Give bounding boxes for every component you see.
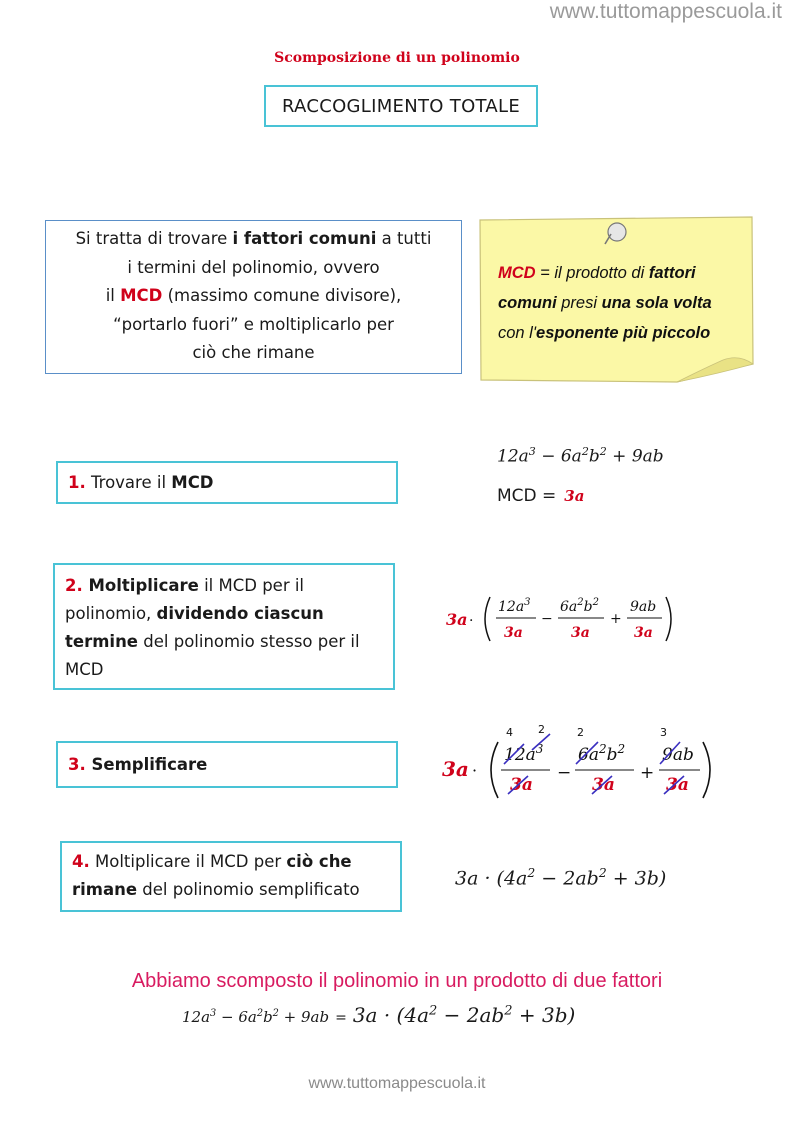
definition-box [45, 220, 462, 374]
step-text: del polinomio semplificato [137, 880, 360, 899]
division-expression [440, 585, 680, 651]
note-mcd: MCD [498, 264, 536, 282]
step-text: Trovare il [85, 472, 172, 492]
final-left: $12a^3 - 6a^2b^2 + 9ab$ [182, 1008, 330, 1026]
step-3-box [56, 741, 398, 788]
note-t: = il prodotto di [535, 264, 649, 282]
definition-line-4: “portarlo fuori” e moltiplicarlo per [113, 314, 394, 334]
note-b: esponente più piccolo [536, 324, 711, 342]
svg-text:12a3: $12a^3$ [498, 597, 531, 615]
svg-text:9ab: 9ab [630, 599, 657, 615]
factor-3a: 3a [446, 610, 468, 629]
subtitle: Scomposizione di un polinomio [274, 50, 520, 66]
note-t: con l' [498, 324, 537, 342]
note-b: fattori [648, 264, 696, 282]
svg-text:3a: 3a [592, 775, 615, 795]
svg-text:3a: 3a [666, 775, 689, 795]
svg-text:12a3: $12a^3$ [504, 742, 544, 765]
step-number: 1. [68, 472, 86, 492]
def-text: il [105, 286, 121, 305]
def-text: a tutti [376, 229, 432, 248]
reduced-exp-2: 2 [577, 726, 584, 739]
step-number: 3. [68, 754, 86, 774]
step-number: 2. [65, 576, 83, 595]
reduced-coef-3: 3 [660, 726, 667, 739]
step-bold: ciò che [286, 852, 352, 871]
factored-result: $3a \cdot (4a^2 - 2ab^2 + 3b)$ [455, 866, 667, 890]
equals-sign: = [335, 1010, 347, 1026]
simplification-expression [438, 722, 716, 802]
polynomial: $12a^3 - 6a^2b^2 + 9ab$ [497, 445, 664, 467]
step-2-box [53, 563, 395, 690]
svg-text:+: + [640, 763, 655, 783]
step-1-box [56, 461, 398, 504]
definition-line-5: ciò che rimane [192, 343, 315, 362]
site-url-top[interactable]: www.tuttomappescuola.it [549, 0, 782, 23]
svg-text:3a: 3a [571, 625, 590, 641]
step-number: 4. [72, 852, 90, 871]
svg-text:·: · [472, 761, 478, 780]
mcd-label: MCD = [497, 486, 557, 506]
mcd-value: 3a [564, 487, 585, 505]
step-bold: MCD [171, 472, 214, 492]
final-right: $3a \cdot (4a^2 - 2ab^2 + 3b)$ [352, 1003, 576, 1027]
definition-line-1 [46, 225, 461, 254]
svg-text:9ab: 9ab [662, 745, 694, 765]
svg-text:3a: 3a [504, 625, 523, 641]
mcd-result [497, 486, 584, 506]
reduced-exp-1: 2 [538, 723, 545, 736]
step-text: MCD [65, 660, 104, 679]
def-text: Si tratta di trovare [75, 229, 233, 248]
svg-text:−: − [557, 763, 572, 783]
step-bold: dividendo ciascun [156, 604, 324, 623]
svg-text:+: + [610, 611, 622, 627]
step-text: polinomio, [65, 604, 157, 623]
note-t: presi [556, 294, 602, 312]
note-text [498, 258, 750, 348]
def-text: (massimo comune divisore), [162, 286, 402, 305]
final-equation [182, 1003, 575, 1027]
svg-text:·: · [469, 613, 474, 629]
reduced-coef-1: 4 [506, 726, 513, 739]
site-url-bottom[interactable]: www.tuttomappescuola.it [308, 1075, 486, 1092]
svg-text:3a: 3a [634, 625, 653, 641]
svg-text:6a2b2: $6a^2b^2$ [578, 742, 626, 765]
def-mcd: MCD [120, 286, 163, 305]
step-bold: rimane [72, 880, 138, 899]
step-text: del polinomio stesso per il [138, 632, 360, 651]
step-bold: termine [65, 632, 139, 651]
definition-line-3 [46, 282, 461, 311]
note-b: una sola volta [601, 294, 712, 312]
definition-line-2: i termini del polinomio, ovvero [127, 257, 380, 277]
svg-text:−: − [541, 611, 553, 627]
svg-text:3a: 3a [442, 757, 469, 781]
closing-statement: Abbiamo scomposto il polinomio in un prodotto di due fattori [131, 970, 663, 992]
step-bold: Semplificare [85, 754, 208, 774]
note-b: comuni [498, 294, 557, 312]
svg-text:6a2b2: $6a^2b^2$ [560, 597, 599, 615]
step-text: Moltiplicare il MCD per [89, 852, 287, 871]
step-bold: Moltiplicare [82, 576, 199, 595]
svg-text:3a: 3a [510, 775, 533, 795]
page-title: RACCOGLIMENTO TOTALE [264, 85, 538, 127]
step-text: il MCD per il [198, 576, 305, 595]
step-4-box [60, 841, 402, 912]
def-bold: i fattori comuni [232, 229, 377, 248]
